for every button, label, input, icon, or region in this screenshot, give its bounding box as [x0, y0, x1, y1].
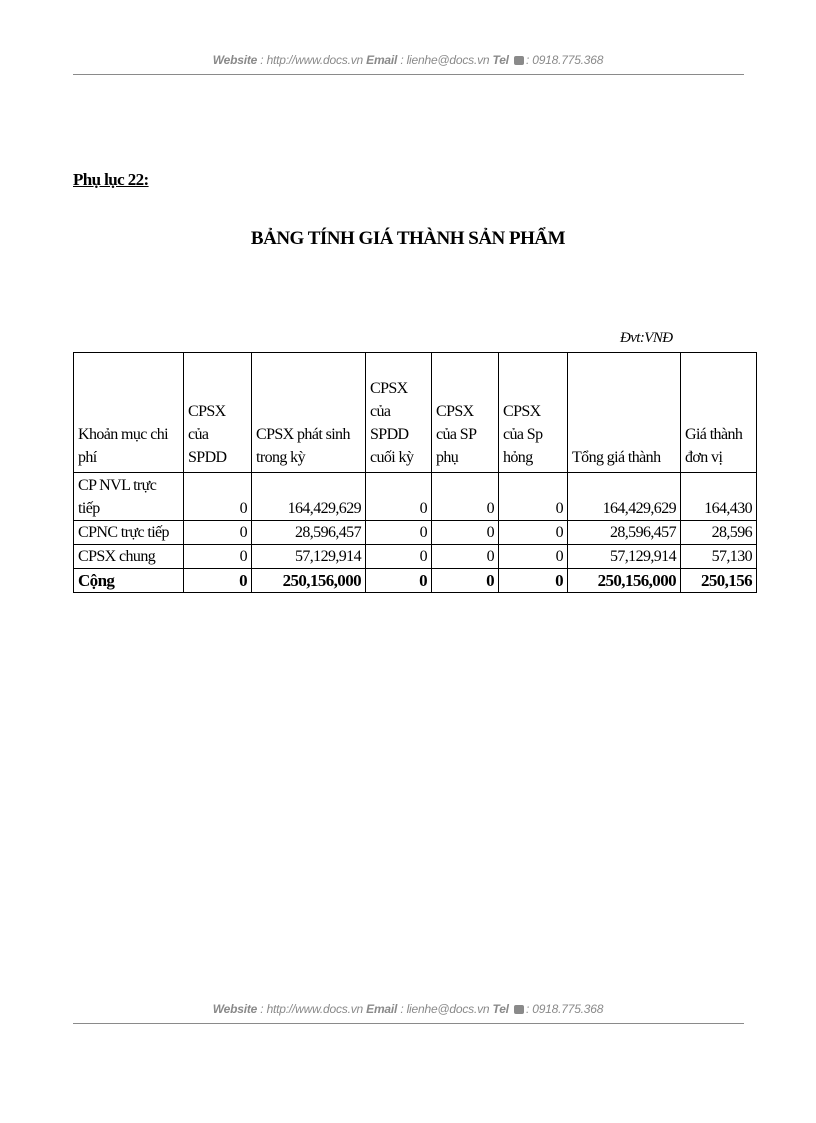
header-website-value: : http://www.docs.vn: [260, 53, 364, 67]
table-cell: 0: [366, 521, 432, 545]
table-header-row: [74, 353, 757, 473]
header-tel-label: Tel: [492, 53, 509, 67]
appendix-label: Phụ lục 22:: [73, 170, 149, 189]
footer-email-label: Email: [366, 1002, 398, 1016]
table-cell: 0: [366, 473, 432, 521]
total-label: Cộng: [74, 569, 184, 593]
table-cell: 57,130: [681, 545, 757, 569]
table-cell: 28,596,457: [252, 521, 366, 545]
table-cell: 57,129,914: [568, 545, 681, 569]
total-cell: 250,156,000: [252, 569, 366, 593]
footer-tel-label: Tel: [492, 1002, 509, 1016]
table-cell: 0: [432, 521, 499, 545]
column-header: Giá thành đơn vị: [681, 353, 757, 473]
cost-table: [73, 352, 757, 593]
column-header: CPSX của SPDD: [184, 353, 252, 473]
table-cell: 164,429,629: [252, 473, 366, 521]
footer-website-value: : http://www.docs.vn: [260, 1002, 364, 1016]
table-cell: 0: [366, 545, 432, 569]
footer-email-value: : lienhe@docs.vn: [400, 1002, 490, 1016]
phone-icon: [514, 56, 524, 65]
row-label: CPSX chung: [74, 545, 184, 569]
table-cell: 0: [184, 473, 252, 521]
table-cell: 0: [499, 521, 568, 545]
column-header: CPSX của Sp hỏng: [499, 353, 568, 473]
page-title: BẢNG TÍNH GIÁ THÀNH SẢN PHẨM: [250, 228, 566, 249]
header-tel-value: : 0918.775.368: [525, 53, 604, 67]
unit-note: Đvt:VNĐ: [620, 330, 673, 346]
page-footer: [0, 1002, 816, 1016]
column-header: Tổng giá thành: [568, 353, 681, 473]
table-cell: 0: [432, 545, 499, 569]
table-cell: 0: [432, 473, 499, 521]
table-cell: 164,430: [681, 473, 757, 521]
row-label: CPNC trực tiếp: [74, 521, 184, 545]
row-label: CP NVL trực tiếp: [74, 473, 184, 521]
phone-icon: [514, 1005, 524, 1014]
total-cell: 0: [432, 569, 499, 593]
total-cell: 0: [366, 569, 432, 593]
table-row: [74, 521, 757, 545]
total-cell: 250,156,000: [568, 569, 681, 593]
total-cell: 250,156: [681, 569, 757, 593]
column-header: CPSX phát sinh trong kỳ: [252, 353, 366, 473]
table-row: [74, 545, 757, 569]
column-header: CPSX của SPDD cuối kỳ: [366, 353, 432, 473]
header-email-label: Email: [366, 53, 398, 67]
table-cell: 28,596,457: [568, 521, 681, 545]
table-cell: 57,129,914: [252, 545, 366, 569]
header-website-label: Website: [212, 53, 258, 67]
table-cell: 0: [499, 473, 568, 521]
column-header: Khoản mục chi phí: [74, 353, 184, 473]
table-cell: 0: [184, 545, 252, 569]
total-cell: 0: [499, 569, 568, 593]
total-row: [74, 569, 757, 593]
table-cell: 0: [499, 545, 568, 569]
table-row: [74, 473, 757, 521]
table-cell: 0: [184, 521, 252, 545]
footer-website-label: Website: [212, 1002, 258, 1016]
total-cell: 0: [184, 569, 252, 593]
header-rule: [73, 74, 744, 75]
table-cell: 28,596: [681, 521, 757, 545]
header-email-value: : lienhe@docs.vn: [400, 53, 490, 67]
footer-tel-value: : 0918.775.368: [525, 1002, 604, 1016]
page-header: [0, 53, 816, 67]
table-cell: 164,429,629: [568, 473, 681, 521]
footer-rule: [73, 1023, 744, 1024]
column-header: CPSX của SP phụ: [432, 353, 499, 473]
